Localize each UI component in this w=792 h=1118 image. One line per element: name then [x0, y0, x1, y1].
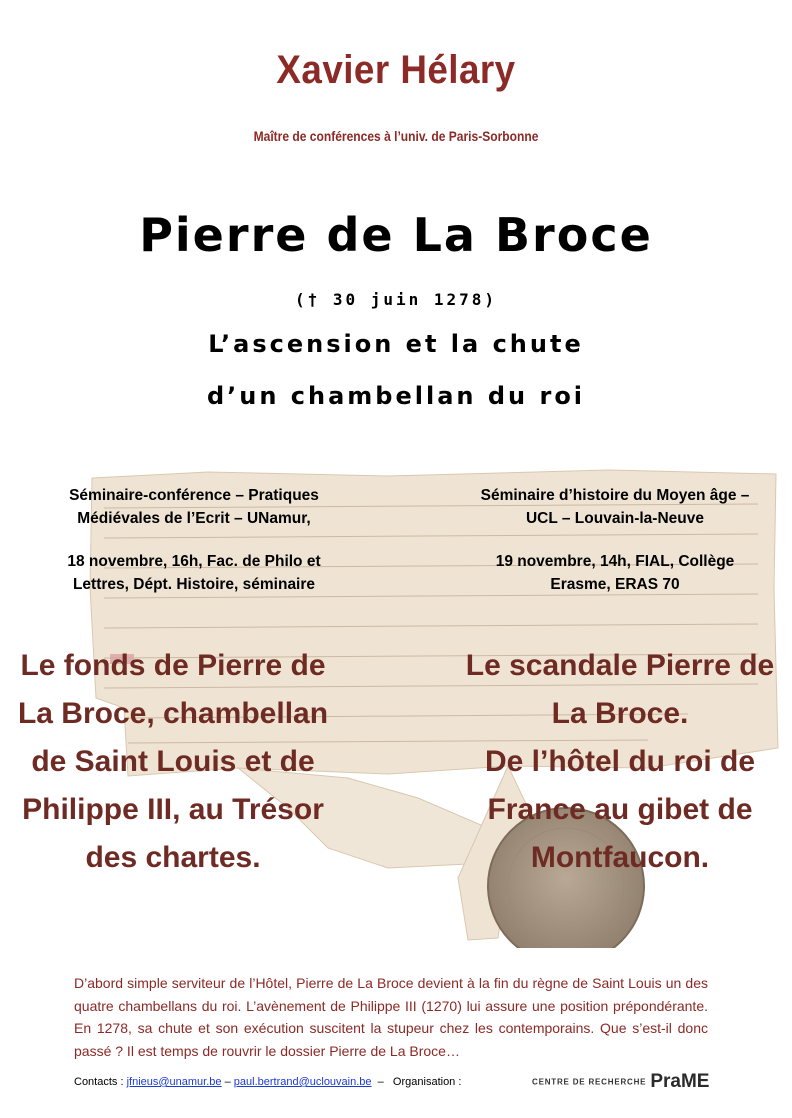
- seminar-right-date: [450, 550, 780, 596]
- talk-title-left: [8, 642, 338, 882]
- abstract-paragraph: D’abord simple serviteur de l’Hôtel, Pierre de La Broce devient à la fin du règne de Saint Louis un des quatre chambellans du roi. L’avènement de Philippe III (1270) lui assure une position prépondérante. En 1278, sa chute et son exécution suscitent la stupeur chez les contemporains. Que s’est-il donc passé ? Il est temps de rouvrir le dossier Pierre de La Broce…: [74, 975, 708, 1059]
- seminar-left-date: [24, 550, 364, 596]
- subtitle-line-1: L’ascension et la chute: [208, 330, 584, 358]
- talk-right-line: Montfaucon.: [530, 841, 710, 874]
- talk-left-line: Le fonds de Pierre de: [20, 649, 326, 682]
- author-name: Xavier Hélary: [276, 48, 516, 92]
- contacts-label: Contacts :: [74, 1076, 127, 1088]
- prame-logo: [532, 1071, 709, 1093]
- seminar-right-title-line-1: Séminaire d’histoire du Moyen âge –: [480, 487, 750, 504]
- talk-left-line: des chartes.: [85, 841, 261, 874]
- seminar-right-title-line-2: UCL – Louvain-la-Neuve: [525, 510, 704, 527]
- death-date: († 30 juin 1278): [294, 290, 498, 309]
- seminar-left-date-line-1: 18 novembre, 16h, Fac. de Philo et: [67, 553, 321, 570]
- talk-right-line: France au gibet de: [487, 793, 753, 826]
- seminar-left-title-line-2: Médiévales de l’Ecrit – UNamur,: [77, 510, 311, 527]
- talk-left-line: La Broce, chambellan: [17, 697, 329, 730]
- organisation-label: – Organisation :: [371, 1076, 462, 1088]
- talk-left-line: Philippe III, au Trésor: [22, 793, 324, 826]
- contacts-separator: –: [221, 1076, 234, 1088]
- logo-small-text: CENTRE DE RECHERCHE: [532, 1077, 647, 1087]
- talk-title-right: [450, 642, 790, 882]
- email-link-uclouvain[interactable]: paul.bertrand@uclouvain.be: [233, 1076, 372, 1088]
- author-affiliation: Maître de conférences à l’univ. de Paris-Sorbonne: [253, 128, 539, 144]
- talk-right-line: La Broce.: [551, 697, 689, 730]
- seminar-left-title-line-1: Séminaire-conférence – Pratiques: [69, 487, 319, 504]
- page-title: Pierre de La Broce: [139, 208, 653, 262]
- seminar-right-title: [450, 484, 780, 530]
- seminar-left-date-line-2: Lettres, Dépt. Histoire, séminaire: [72, 576, 316, 593]
- logo-big-text: PraME: [650, 1071, 710, 1092]
- talk-left-line: de Saint Louis et de: [31, 745, 315, 778]
- contacts-line: [74, 1076, 461, 1088]
- talk-right-line: Le scandale Pierre de: [465, 649, 775, 682]
- subtitle-line-2: d’un chambellan du roi: [206, 382, 586, 410]
- email-link-unamur[interactable]: jfnieus@unamur.be: [126, 1076, 222, 1088]
- seminar-left-title: [24, 484, 364, 530]
- seminar-right-date-line-2: Erasme, ERAS 70: [550, 576, 680, 593]
- talk-right-line: De l’hôtel du roi de: [484, 745, 755, 778]
- seminar-right-date-line-1: 19 novembre, 14h, FIAL, Collège: [495, 553, 735, 570]
